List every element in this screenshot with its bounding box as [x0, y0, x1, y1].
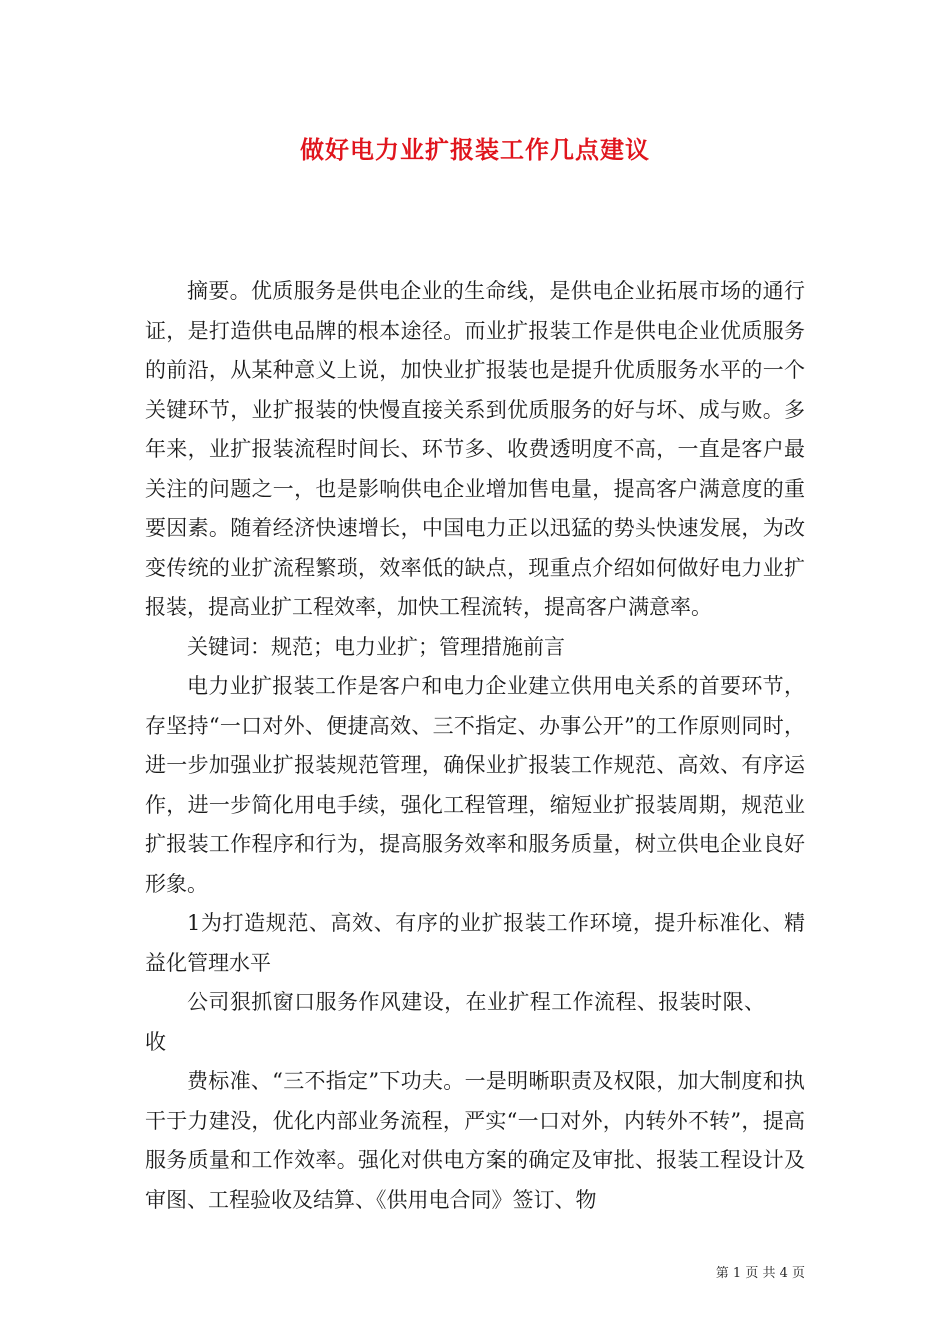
keywords-paragraph: 关键词：规范；电力业扩；管理措施前言 — [187, 634, 565, 659]
page-number-footer: 第 1 页 共 4 页 — [715, 1266, 805, 1281]
abstract-paragraph: 摘要。优质服务是供电企业的生命线，是供电企业拓展市场的通行证，是打造供电品牌的根本途径。而业扩报装工作是供电企业优质服务的前沿，从某种意义上说，加快业扩报装也是提升优质服务水平的一个关键环节，业扩报装的快慢直接关系到优质服务的好与坏、成与败。多年来，业扩报装流程时间长、环节多、收费透明度不高，一直是客户最关注的问题之一，也是影响供电企业增加售电量，提高客户满意度的重要因素。随着经济快速增长，中国电力正以迅猛的势头快速发展，为改变传统的业扩流程繁琐，效率低的缺点，现重点介绍如何做好电力业扩报装，提高业扩工程效率，加快工程流转，提高客户满意率。 — [145, 279, 805, 619]
document-body — [145, 272, 805, 1220]
body-paragraph: 公司狠抓窗口服务作风建设，在业扩程工作流程、报装时限、收 — [145, 990, 765, 1054]
section-heading-paragraph: 1为打造规范、高效、有序的业扩报装工作环境，提升标准化、精益化管理水平 — [145, 911, 805, 975]
document-title: 做好电力业扩报装工作几点建议 — [300, 135, 650, 164]
body-paragraph: 费标准、“三不指定”下功夫。一是明晰职责及权限，加大制度和执干于力建没，优化内部业务流程，严实“一口对外，内转外不转”，提高服务质量和工作效率。强化对供电方案的确定及审批、报装工程设计及审图、工程验收及结算、《供用电合同》签订、物 — [145, 1069, 805, 1212]
body-paragraph: 电力业扩报装工作是客户和电力企业建立供用电关系的首要环节，存坚持“一口对外、便捷高效、三不指定、办事公开”的工作原则同时，进一步加强业扩报装规范管理，确保业扩报装工作规范、高效、有序运作，进一步简化用电手续，强化工程管理，缩短业扩报装周期，规范业扩报装工作程序和行为，提高服务效率和服务质量，树立供电企业良好形象。 — [145, 674, 805, 896]
